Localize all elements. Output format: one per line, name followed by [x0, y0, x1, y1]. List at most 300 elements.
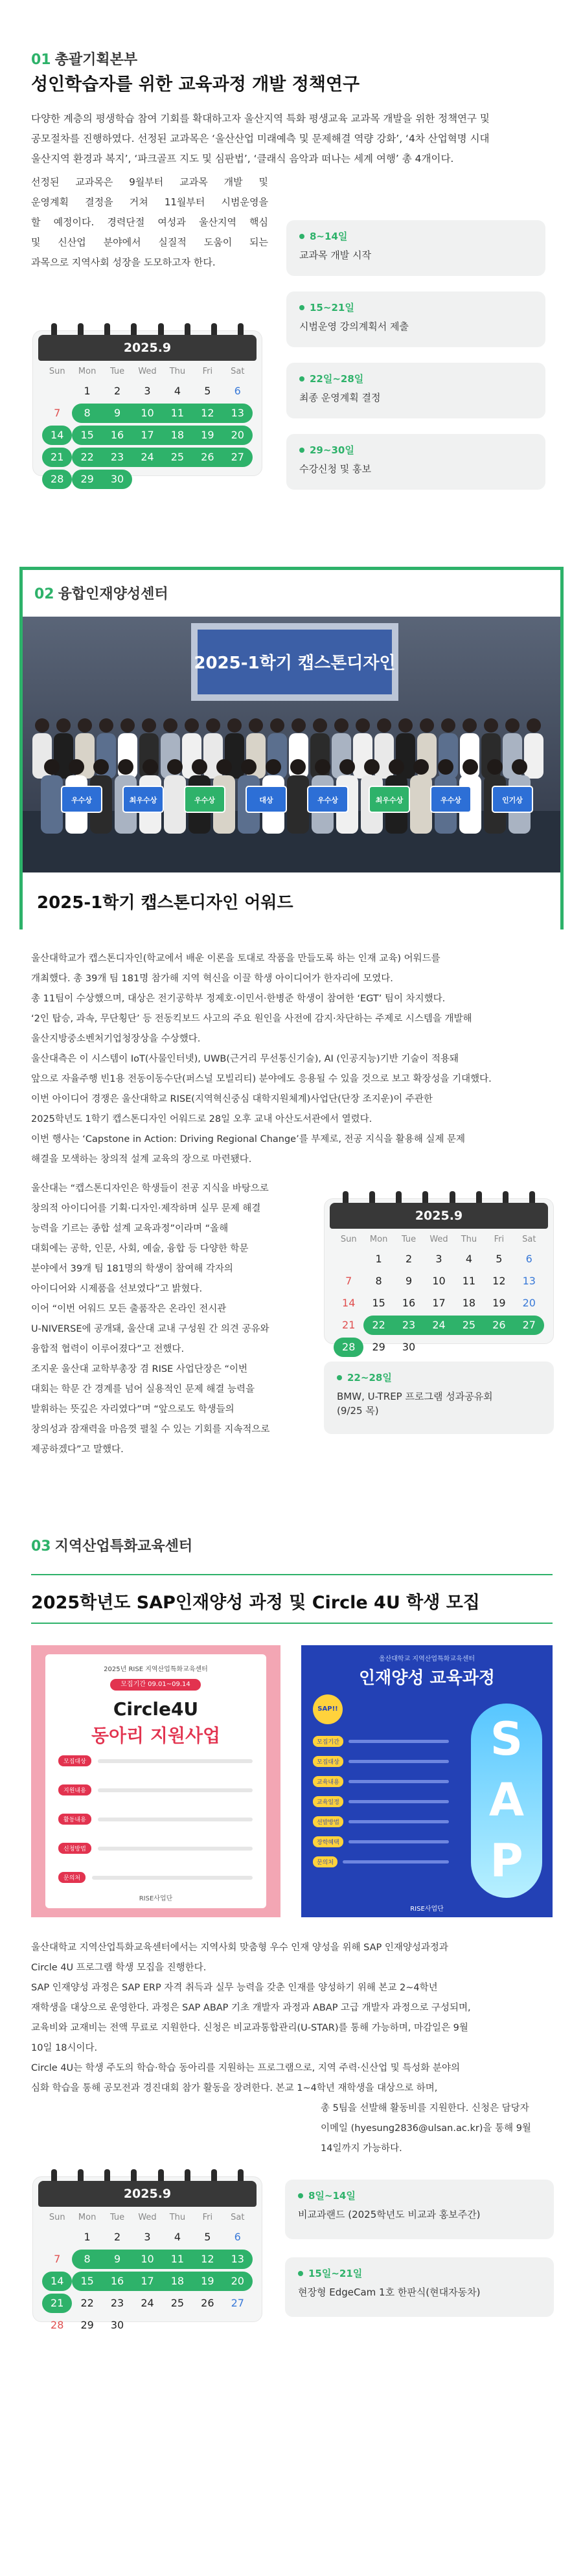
- text-line: 아이디어와 시제품을 선보였다”고 밝혔다.: [31, 1284, 203, 1294]
- text-line: 개최했다. 총 39개 팀 181명 참가해 지역 혁신을 이끌 학생 아이디어가 한자리에 모였다.: [31, 974, 393, 984]
- text-line: 해결을 모색하는 창의적 설계 교육의 장으로 마련됐다.: [31, 1154, 252, 1165]
- text-line: 제공하겠다”고 말했다.: [31, 1444, 124, 1455]
- calendar-day: 6: [525, 1253, 532, 1265]
- text-line: U-NIVERSE에 공개돼, 울산대 교내 구성원 간 의견 공유와: [31, 1324, 269, 1334]
- calendar-day: 20: [522, 1297, 536, 1309]
- calendar-weekday: Sat: [231, 2213, 245, 2222]
- event-card: [286, 434, 545, 490]
- calendar-day: 23: [110, 2297, 124, 2309]
- calendar-day: 9: [102, 404, 132, 423]
- text-line: 울산지방중소벤처기업청장상을 수상했다.: [31, 1034, 201, 1044]
- bullet-dot-icon: [299, 376, 304, 382]
- photo-header-band: [23, 570, 560, 617]
- department-name: 융합인재양성센터: [58, 586, 168, 602]
- calendar-day: 11: [163, 2250, 192, 2269]
- calendar-weekday: Thu: [169, 2213, 186, 2222]
- person-head: [339, 759, 355, 775]
- calendar-grid: [42, 365, 253, 489]
- calendar-day: 27: [231, 2297, 244, 2309]
- person-head: [143, 759, 158, 775]
- person-head: [44, 759, 60, 775]
- article-body-detail: [31, 172, 268, 273]
- event-date: 15일~21일: [308, 2268, 363, 2279]
- calendar-day: 10: [432, 1275, 446, 1287]
- calendar-day: 29: [72, 470, 102, 489]
- text-line: 조지운 울산대 교학부총장 겸 RISE 사업단장은 “이번: [31, 1364, 248, 1374]
- sap-letter-s: S: [490, 1713, 523, 1766]
- section-general-planning: [0, 0, 583, 531]
- award-group-photo: [23, 617, 560, 872]
- award-sign-label: 최우수상: [129, 796, 157, 804]
- section-heading: [31, 49, 137, 69]
- calendar-day: 25: [163, 448, 192, 467]
- event-description-note: (9/25 목): [337, 1405, 379, 1417]
- calendar-day: 19: [492, 1297, 506, 1309]
- section-number: 03: [31, 1538, 51, 1555]
- calendar-day: 27: [514, 1316, 544, 1335]
- photo-caption-band: [23, 872, 560, 929]
- calendar-day: 15: [72, 2272, 102, 2291]
- calendar-day: 5: [496, 1253, 503, 1265]
- sap-letter-a: A: [488, 1773, 525, 1827]
- calendar-day: 15: [372, 1297, 385, 1309]
- person-head: [241, 759, 257, 775]
- poster-label: 활동내용: [58, 1814, 91, 1825]
- sap-poster: [301, 1645, 553, 1917]
- poster-label: 지원내용: [58, 1784, 91, 1795]
- calendar-day: 6: [234, 385, 241, 397]
- poster-label: 모집대상: [58, 1755, 91, 1766]
- person-head: [266, 759, 281, 775]
- poster-badge: SAP!!: [313, 1694, 343, 1724]
- person-head: [163, 718, 177, 733]
- calendar-day: 18: [163, 2272, 192, 2291]
- text-line: 총 11팀이 수상했으며, 대상은 전기공학부 정제호·이민서·한병준 학생이 참여한 ‘EGT’ 팀이 차지했다.: [31, 994, 446, 1004]
- calendar-day: 4: [465, 1253, 473, 1265]
- bullet-dot-icon: [299, 234, 304, 239]
- calendar-day: 1: [84, 2231, 91, 2243]
- calendar-grid: [42, 2211, 253, 2335]
- calendar-month: 2025.9: [38, 335, 257, 361]
- calendar-widget: [32, 2176, 262, 2331]
- article-body-detail: [321, 2099, 560, 2159]
- sap-letter-capsule: [471, 1704, 542, 1898]
- calendar-day: 21: [42, 448, 72, 467]
- person-head: [377, 718, 391, 733]
- poster-header: 2025년 RISE 지역산업특화교육센터: [104, 1666, 208, 1673]
- calendar-weekday: Fri: [494, 1235, 505, 1244]
- person-head: [270, 718, 284, 733]
- text-line: 울산대학교 지역산업특화교육센터에서는 지역사회 맞춤형 우수 인재 양성을 위해 SAP 인재양성과정과: [31, 1943, 448, 1953]
- calendar-day: 24: [424, 1316, 453, 1335]
- poster-footer: RISE사업단: [410, 1906, 444, 1913]
- text-line: 총 5팀을 선발해 활동비를 지원한다. 신청은 담당자: [321, 2103, 529, 2114]
- department-name: 지역산업특화교육센터: [54, 1538, 193, 1555]
- person-head: [78, 718, 92, 733]
- calendar-day: 16: [402, 1297, 416, 1309]
- event-description: 교과목 개발 시작: [299, 249, 371, 261]
- calendar-weekday: Mon: [369, 1235, 388, 1244]
- person-head: [35, 718, 49, 733]
- calendar-day: 21: [342, 1319, 356, 1331]
- event-date: 15~21일: [310, 302, 354, 313]
- text-line: 울산지역 환경과 복지’, ‘파크골프 지도 및 심판법’, ‘클래식 음악과 떠나는 세계 여행’ 총 4개이다.: [31, 153, 454, 165]
- bullet-dot-icon: [337, 1375, 342, 1380]
- award-sign-label: 인기상: [502, 796, 523, 804]
- department-name: 총괄기획본부: [54, 52, 138, 68]
- calendar-day: 4: [174, 385, 181, 397]
- photo-banner-text: 2025-1학기 캡스톤디자인: [194, 654, 396, 673]
- person-head: [206, 718, 220, 733]
- calendar-weekday: Thu: [169, 367, 186, 376]
- calendar-weekday: Sun: [340, 1235, 357, 1244]
- calendar-day: 16: [102, 2272, 132, 2291]
- text-line: 융합적 협력이 이루어졌다”고 전했다.: [31, 1344, 185, 1354]
- calendar-day: 8: [72, 2250, 102, 2269]
- calendar-day: 14: [42, 2272, 72, 2291]
- person-head: [364, 759, 380, 775]
- calendar-day: 30: [110, 2319, 124, 2331]
- award-sign-label: 우수상: [317, 796, 338, 804]
- event-date: 29~30일: [310, 444, 354, 456]
- calendar-weekday: Fri: [202, 2213, 213, 2222]
- section-regional-industry: [0, 1503, 583, 2576]
- person-head: [420, 718, 434, 733]
- event-description: 시범운영 강의계획서 제출: [299, 321, 409, 332]
- calendar-widget: [324, 1198, 554, 1353]
- award-sign-label: 우수상: [194, 796, 215, 804]
- poster-label: 신청방법: [58, 1843, 91, 1854]
- section-heading: [31, 1535, 192, 1555]
- person-body: [41, 775, 63, 834]
- calendar-day: 25: [454, 1316, 484, 1335]
- calendar-day: 17: [432, 1297, 446, 1309]
- calendar-day: 8: [375, 1275, 382, 1287]
- text-line: 교육비와 교재비는 전액 무료로 지원한다. 신청은 비교과통합관리(U-STAR)를 통해 가능하며, 마감일은 9월: [31, 2023, 468, 2033]
- calendar-day: 13: [223, 404, 253, 423]
- person-head: [118, 759, 133, 775]
- person-head: [56, 718, 71, 733]
- person-head: [192, 759, 207, 775]
- event-description: 현장형 EdgeCam 1호 한판식(현대자동차): [298, 2286, 481, 2298]
- calendar-day: 5: [204, 2231, 211, 2243]
- poster-dates: 모집기간 09.01~09.14: [110, 1679, 201, 1691]
- text-line: SAP 인재양성 과정은 SAP ERP 자격 취득과 실무 능력을 갖춘 인재를 양성하기 위해 본교 2~4학년: [31, 1983, 438, 1993]
- calendar-weekday: Sun: [49, 367, 65, 376]
- text-line: 14일까지 가능하다.: [321, 2143, 402, 2154]
- poster-label: 문의처: [313, 1856, 337, 1867]
- calendar-weekday: Wed: [138, 2213, 157, 2222]
- person-head: [290, 759, 306, 775]
- text-line: 운영계획 결정을 거쳐 11월부터 시범운영을: [31, 196, 268, 208]
- event-card: [286, 363, 545, 418]
- person-head: [227, 718, 242, 733]
- text-line: 과목으로 지역사회 성장을 도모하고자 한다.: [31, 256, 216, 268]
- person-head: [249, 718, 263, 733]
- photo-caption: 2025-1학기 캡스톤디자인 어워드: [37, 893, 293, 913]
- section-number: 01: [31, 52, 51, 68]
- poster-label-list: [58, 1755, 253, 1901]
- text-line: 이번 행사는 ‘Capstone in Action: Driving Regional Change’를 부제로, 전공 지식을 활용해 실제 문제: [31, 1134, 466, 1145]
- text-line: 울산대는 “캡스톤디자인은 학생들이 전공 지식을 바탕으로: [31, 1183, 269, 1194]
- event-date: 22일~28일: [310, 373, 364, 385]
- calendar-day: 30: [402, 1341, 416, 1353]
- person-head: [334, 718, 349, 733]
- person-head: [292, 718, 306, 733]
- event-card: [286, 220, 545, 276]
- event-date: 8일~14일: [308, 2190, 356, 2202]
- calendar-day: 23: [394, 1316, 424, 1335]
- event-card: [285, 2257, 554, 2317]
- calendar-day: 4: [174, 2231, 181, 2243]
- calendar-day: 1: [84, 385, 91, 397]
- calendar-day: 13: [223, 2250, 253, 2269]
- poster-title: 인재양성 교육과정: [359, 1669, 495, 1688]
- event-card: [286, 291, 545, 347]
- award-group-photo-illustration: [23, 617, 560, 872]
- person-body: [164, 775, 186, 834]
- person-body: [287, 775, 309, 834]
- award-sign-label: 우수상: [440, 796, 461, 804]
- calendar-day: 9: [102, 2250, 132, 2269]
- person-head: [463, 759, 478, 775]
- person-head: [398, 718, 413, 733]
- event-description: BMW, U-TREP 프로그램 성과공유회: [337, 1391, 493, 1402]
- person-head: [120, 718, 135, 733]
- person-head: [389, 759, 404, 775]
- calendar-day: 29: [372, 1341, 385, 1353]
- person-head: [438, 759, 453, 775]
- calendar-weekday: Tue: [401, 1235, 417, 1244]
- calendar-day: 10: [132, 404, 162, 423]
- person-body: [524, 733, 543, 779]
- text-line: 창의성과 잠재력을 마음껏 펼칠 수 있는 기회를 지속적으로: [31, 1424, 270, 1435]
- calendar-day: 13: [522, 1275, 536, 1287]
- calendar-day: 28: [42, 470, 72, 489]
- calendar-weekday: Sun: [49, 2213, 65, 2222]
- calendar-day: 19: [192, 426, 222, 445]
- calendar-day: 5: [204, 385, 211, 397]
- calendar-weekday: Mon: [78, 367, 97, 376]
- poster-label: 교육내용: [313, 1776, 343, 1787]
- text-line: 이번 아이디어 경쟁은 울산대학교 RISE(지역혁신중심 대학지원체계)사업단(단장 조지운)이 주관한: [31, 1094, 433, 1104]
- text-line: ‘2인 탑승, 과속, 무단횡단’ 등 전동킥보드 사고의 주요 원인을 사전에 감지·차단하는 주제로 시스템을 개발해: [31, 1014, 472, 1024]
- text-line: 앞으로 자율주행 빈1용 전동이동수단(퍼스널 모빌리티) 분야에도 응용될 수 있을 것으로 보고 확장성을 기대했다.: [31, 1074, 492, 1084]
- text-line: 다양한 계층의 평생학습 참여 기회를 확대하고자 울산지역 특화 평생교육 교과목 개발을 위한 정책연구 및: [31, 113, 490, 124]
- article-body-intro: [31, 949, 559, 1170]
- person-head: [505, 718, 520, 733]
- poster-label: 모집기간: [313, 1736, 343, 1747]
- calendar-weekday: Mon: [78, 2213, 97, 2222]
- section-number: 02: [34, 586, 54, 602]
- person-head: [99, 718, 113, 733]
- calendar-day: 29: [80, 2319, 94, 2331]
- calendar-day: 26: [201, 2297, 214, 2309]
- calendar-day: 22: [363, 1316, 393, 1335]
- text-line: 발휘하는 뜻깊은 자리였다”며 “앞으로도 학생들의: [31, 1404, 234, 1415]
- person-head: [167, 759, 183, 775]
- calendar-empty-cell: [42, 2228, 72, 2247]
- person-head: [527, 718, 541, 733]
- calendar-month: 2025.9: [330, 1203, 548, 1229]
- calendar-day: 2: [405, 1253, 413, 1265]
- calendar-month: 2025.9: [38, 2181, 257, 2207]
- event-description: 비교과랜드 (2025학년도 비교과 홍보주간): [298, 2209, 481, 2220]
- calendar-weekday: Thu: [461, 1235, 477, 1244]
- poster-label: 모집대상: [313, 1756, 343, 1767]
- bullet-dot-icon: [298, 2193, 303, 2198]
- calendar-day: 3: [435, 1253, 442, 1265]
- award-sign-label: 대상: [259, 796, 273, 804]
- calendar-weekday: Tue: [109, 367, 125, 376]
- calendar-day: 20: [223, 426, 253, 445]
- sap-letter-p: P: [490, 1834, 523, 1887]
- calendar-day: 19: [192, 2272, 222, 2291]
- calendar-day: 12: [192, 404, 222, 423]
- calendar-day: 11: [462, 1275, 476, 1287]
- calendar-weekday: Wed: [429, 1235, 448, 1244]
- text-line: 10일 18시이다.: [31, 2043, 98, 2053]
- text-line: 선정된 교과목은 9월부터 교과목 개발 및: [31, 176, 268, 188]
- award-sign-label: 우수상: [71, 796, 92, 804]
- text-line: Circle 4U 프로그램 학생 모집을 진행한다.: [31, 1963, 207, 1973]
- calendar-day: 22: [80, 2297, 94, 2309]
- article-body-intro: [31, 109, 556, 169]
- calendar-day: 6: [234, 2231, 241, 2243]
- person-head: [313, 718, 327, 733]
- event-date: 22~28일: [347, 1372, 392, 1384]
- event-description: 최종 운영계획 결정: [299, 392, 381, 404]
- calendar-day: 12: [192, 2250, 222, 2269]
- person-head: [413, 759, 429, 775]
- calendar-day: 3: [144, 2231, 151, 2243]
- article-body-detail: [31, 1179, 310, 1460]
- text-line: 2025학년도 1학기 캡스톤디자인 어워드로 28일 오후 교내 아산도서관에서 열렸다.: [31, 1114, 372, 1124]
- calendar-day: 22: [72, 448, 102, 467]
- text-line: 및 신산업 분야에서 실질적 도움이 되는: [31, 236, 268, 248]
- calendar-day: 18: [163, 426, 192, 445]
- text-line: 창의적 아이디어를 기획·디자인·제작하며 실무 문제 해결: [31, 1203, 261, 1214]
- text-line: 이메일 (hyesung2836@ulsan.ac.kr)을 통해 9월: [321, 2123, 531, 2134]
- section-convergence-talent: [0, 531, 583, 1503]
- poster-header: 울산대학교 지역산업특화교육센터: [378, 1656, 475, 1663]
- person-head: [512, 759, 527, 775]
- text-line: 대회에는 공학, 인문, 사회, 예술, 융합 등 다양한 학문: [31, 1244, 249, 1254]
- calendar-day: 16: [102, 426, 132, 445]
- calendar-day: 14: [42, 426, 72, 445]
- text-line: 심화 학습을 통해 공모전과 경진대회 참가 활동을 장려한다. 본교 1~4학년 재학생을 대상으로 하며,: [31, 2083, 438, 2093]
- calendar-day: 27: [223, 448, 253, 467]
- poster-title: Circle4U: [113, 1698, 199, 1720]
- text-line: Circle 4U는 학생 주도의 학습·학습 동아리를 지원하는 프로그램으로, 지역 주력·신산업 및 특성화 분야의: [31, 2063, 460, 2073]
- calendar-day: 23: [102, 448, 132, 467]
- calendar-widget: [32, 330, 262, 485]
- calendar-empty-cell: [334, 1249, 363, 1269]
- person-head: [142, 718, 156, 733]
- calendar-day: 25: [170, 2297, 185, 2309]
- calendar-day: 17: [132, 2272, 162, 2291]
- poster-label: 문의처: [58, 1872, 86, 1883]
- event-date: 8~14일: [310, 231, 348, 242]
- article-title: 성인학습자를 위한 교육과정 개발 정책연구: [31, 74, 360, 95]
- calendar-day: 15: [72, 426, 102, 445]
- poster-label-list: [313, 1736, 449, 1876]
- calendar-day: 26: [484, 1316, 514, 1335]
- calendar-day: 7: [54, 2253, 61, 2265]
- calendar-day: 2: [113, 385, 121, 397]
- text-line: 공모절차를 진행하였다. 선정된 교과목은 ‘울산산업 미래예측 및 문제해결 역량 강화’, ‘4차 산업혁명 시대: [31, 133, 490, 144]
- poster-footer: RISE사업단: [139, 1895, 173, 1902]
- calendar-weekday: Tue: [109, 2213, 125, 2222]
- section-divider: [31, 1623, 553, 1624]
- poster-label: 교육일정: [313, 1796, 343, 1807]
- text-line: 대회는 학문 간 경계를 넘어 실용적인 문제 해결 능력을: [31, 1384, 255, 1395]
- calendar-day: 14: [342, 1297, 356, 1309]
- poster-subtitle: 동아리 지원사업: [91, 1725, 221, 1746]
- calendar-weekday: Sat: [231, 367, 245, 376]
- text-line: 재학생을 대상으로 운영한다. 과정은 SAP ABAP 기초 개발자 과정과 ABAP 고급 개발자 과정으로 구성되며,: [31, 2003, 471, 2013]
- award-photo-frame: [19, 567, 564, 929]
- calendar-day: 8: [72, 404, 102, 423]
- calendar-day: 30: [102, 470, 132, 489]
- calendar-day: 1: [375, 1253, 382, 1265]
- poster-label: 선발방법: [313, 1816, 343, 1827]
- article-title: 2025학년도 SAP인재양성 과정 및 Circle 4U 학생 모집: [31, 1593, 480, 1613]
- award-sign-label: 최우수상: [375, 796, 404, 804]
- calendar-day: 20: [223, 2272, 253, 2291]
- calendar-day: 21: [42, 2294, 72, 2313]
- event-card: [324, 1362, 554, 1434]
- calendar-day: 26: [192, 448, 222, 467]
- calendar-weekday: Fri: [202, 367, 213, 376]
- calendar-day: 18: [462, 1297, 476, 1309]
- calendar-day: 24: [132, 448, 162, 467]
- calendar-day: 17: [132, 426, 162, 445]
- person-head: [216, 759, 232, 775]
- person-head: [487, 759, 503, 775]
- text-line: 울산대학교가 캡스톤디자인(학교에서 배운 이론을 토대로 작품을 만들도록 하는 인재 교육) 어워드를: [31, 953, 440, 964]
- calendar-day: 12: [492, 1275, 506, 1287]
- calendar-day: 9: [405, 1275, 413, 1287]
- bullet-dot-icon: [298, 2271, 303, 2276]
- calendar-day: 7: [345, 1275, 352, 1287]
- calendar-day: 7: [54, 407, 61, 419]
- poster-label: 장학혜택: [313, 1836, 343, 1847]
- text-line: 할 예정이다. 경력단절 여성과 울산지역 핵심: [31, 216, 268, 228]
- event-card: [285, 2180, 554, 2239]
- text-line: 울산대측은 이 시스템이 IoT(사물인터넷), UWB(근거리 무선통신기술), AI (인공지능)기반 기술이 적용돼: [31, 1054, 459, 1064]
- text-line: 분야에서 39개 팀 181명의 학생이 참여해 각자의: [31, 1264, 233, 1274]
- person-head: [484, 718, 498, 733]
- person-head: [441, 718, 455, 733]
- person-head: [185, 718, 199, 733]
- calendar-day: 28: [51, 2319, 64, 2331]
- event-description: 수강신청 및 홍보: [299, 463, 371, 475]
- calendar-empty-cell: [42, 382, 72, 401]
- person-body: [410, 775, 432, 834]
- calendar-weekday: Sat: [522, 1235, 536, 1244]
- calendar-day: 2: [113, 2231, 121, 2243]
- calendar-day: 24: [141, 2297, 154, 2309]
- calendar-day: 11: [163, 404, 192, 423]
- section-heading: [34, 583, 168, 603]
- bullet-dot-icon: [299, 448, 304, 453]
- calendar-grid: [334, 1233, 544, 1357]
- calendar-day: 10: [132, 2250, 162, 2269]
- section-divider: [31, 1574, 553, 1575]
- calendar-day: 28: [334, 1338, 363, 1357]
- calendar-day: 3: [144, 385, 151, 397]
